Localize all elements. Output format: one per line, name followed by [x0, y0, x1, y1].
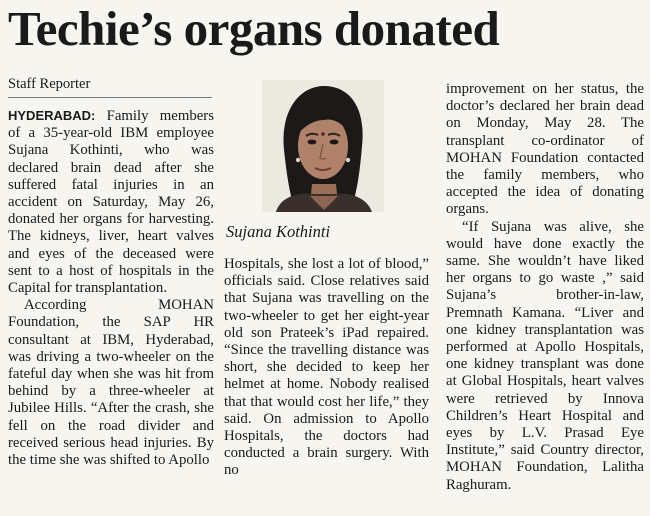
- byline-rule: [8, 97, 212, 98]
- column-1: [8, 107, 214, 469]
- portrait-illustration: [262, 80, 384, 212]
- paragraph: According MOHAN Foundation, the SAP HR consultant at IBM, Hyderabad, was driving a two-wheeler on the fateful day when she was hit from behind by a three-wheeler at Jubilee Hills. “After the crash, she fell on the road divider and received serious head injuries. By the time she was shifted to Apollo: [8, 297, 214, 469]
- portrait-photo: [262, 80, 384, 212]
- paragraph: improvement on her status, the doctor’s declared her brain dead on Monday, May 28. The transplant co-ordinator of MOHAN Foundation contacted the family members, who accepted the idea of donating organs.: [446, 81, 644, 218]
- headline: Techie’s organs donated: [8, 1, 500, 56]
- photo-caption: Sujana Kothinti: [226, 222, 331, 241]
- paragraph: Hospitals, she lost a lot of blood,” officials said. Close relatives said that Sujana was travelling on the two-wheeler to get her eight-year old son Prateek’s iPad repaired. “Since the travelling distance was short, she decided to keep her helmet at home. Nobody realised that that would cost her life,” they said. On admission to Apollo Hospitals, the doctors had conducted a brain surgery. With no: [224, 256, 429, 479]
- column-3: [446, 81, 644, 494]
- column-2: [224, 256, 429, 480]
- byline: Staff Reporter: [8, 76, 91, 92]
- dateline: HYDERABAD:: [8, 108, 96, 123]
- lead-text: Family members of a 35-year-old IBM employee Sujana Kothinti, who was declared brain dead after she suffered fatal injuries in an accident on Saturday, May 26, donated her organs for harvesting. The kidneys, liver, heart valves and eyes of the deceased were sent to a host of hospitals in the Capital for transplantation.: [8, 108, 214, 297]
- paragraph: “If Sujana was alive, she would have done exactly the same. She wouldn’t have liked her organs to go waste ,” said Sujana’s brother-in-law, Premnath Kamana. “Liver and one kidney transplantation was performed at Apollo Hospitals, one kidney transplant was done at Global Hospitals, heart valves were retrieved by Innova Children’s Heart Hospital and eyes by L.V. Prasad Eye Institute,” said Country director, MOHAN Foundation, Lalitha Raghuram.: [446, 218, 644, 493]
- lead-paragraph: [8, 107, 214, 297]
